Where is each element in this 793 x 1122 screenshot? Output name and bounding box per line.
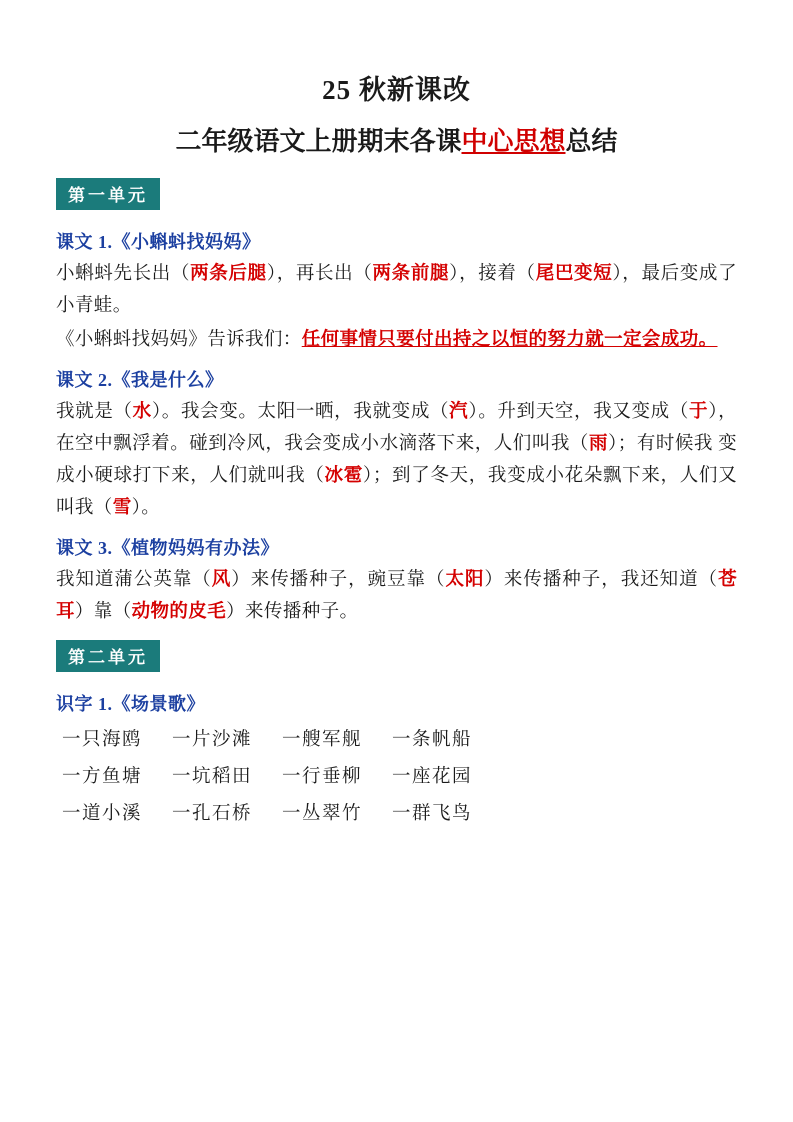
scene-song-word-grid: [56, 722, 737, 833]
answer-underlined: 任何事情只要付出持之以恒的努力就一定会成功。: [301, 330, 718, 350]
answer-blank: 冰雹: [324, 466, 363, 486]
text-segment: ），再长出（: [266, 264, 373, 284]
title-highlight: 中心思想: [461, 127, 566, 156]
answer-blank: 雪: [112, 498, 132, 518]
text-segment: 小蝌蚪先长出（: [56, 264, 191, 284]
unit-badge-2: 第二单元: [56, 640, 160, 672]
text-segment: ）来传播种子，我还知道（: [484, 570, 719, 590]
page-title-line-2: [56, 121, 737, 158]
word-cell: 一孔石桥: [172, 804, 253, 824]
table-row: [56, 722, 502, 759]
text-segment: ）， 在空中飘浮着。碰到冷风，我会变成小水滴落下来，人们叫我（: [56, 402, 737, 454]
word-cell: 一道小溪: [62, 804, 143, 824]
lesson-1-2-paragraph: [56, 396, 737, 524]
word-cell: 一群飞鸟: [392, 804, 473, 824]
table-row: [56, 759, 502, 796]
text-segment: ）靠（: [74, 602, 132, 622]
answer-blank: 于: [689, 402, 709, 422]
text-segment: ）。我会变。太阳一晒，我就变成（: [151, 402, 450, 422]
word-cell: 一坑稻田: [172, 767, 253, 787]
page-title-line-1: 25 秋新课改: [322, 75, 471, 105]
answer-blank: 汽: [449, 402, 469, 422]
section-spacer: [56, 630, 737, 634]
word-cell: 一片沙滩: [172, 730, 253, 750]
text-segment: ）。升到天空，我又变成（: [468, 402, 690, 422]
text-segment: ）。: [131, 498, 161, 518]
lesson-1-1-paragraph-2: [56, 324, 737, 356]
text-segment: ）来传播种子。: [226, 602, 359, 622]
text-segment: 《小蝌蚪找妈妈》告诉我们：: [56, 330, 302, 350]
text-segment: ），最后变成了小青蛙。: [56, 264, 737, 316]
answer-blank: 动物的皮毛: [131, 602, 227, 622]
text-segment: ）来传播种子，豌豆靠（: [231, 570, 446, 590]
text-segment: 我知道蒲公英靠（: [56, 570, 212, 590]
answer-blank: 雨: [588, 434, 608, 454]
lesson-heading-2-1: 识字 1.《场景歌》: [56, 694, 205, 714]
answer-blank: 太阳: [445, 570, 485, 590]
word-cell: 一丛翠竹: [282, 804, 363, 824]
unit-badge-1: 第一单元: [56, 178, 160, 210]
answer-blank: 两条后腿: [190, 264, 267, 284]
text-segment: 我就是（: [56, 402, 133, 422]
text-segment: ）；有时候我 变成小硬球打下来，人们就叫我（: [56, 434, 738, 486]
answer-blank: 水: [132, 402, 152, 422]
word-cell: 一艘军舰: [282, 730, 363, 750]
lesson-1-3-paragraph: [56, 564, 737, 628]
text-segment: ），接着（: [449, 264, 536, 284]
word-cell: 一条帆船: [392, 730, 473, 750]
word-cell: 一行垂柳: [282, 767, 363, 787]
lesson-heading-1-1: 课文 1.《小蝌蚪找妈妈》: [56, 232, 261, 252]
lesson-heading-1-3: 课文 3.《植物妈妈有办法》: [56, 538, 279, 558]
title-prefix: 二年级语文上册期末各课: [175, 127, 462, 156]
answer-blank: 风: [211, 570, 232, 590]
title-suffix: 总结: [565, 127, 618, 156]
table-row: [56, 796, 502, 833]
answer-blank: 苍耳: [56, 570, 737, 622]
lesson-1-1-paragraph-1: [56, 258, 737, 322]
word-cell: 一方鱼塘: [62, 767, 143, 787]
text-segment: ）；到了冬天，我变成小花朵飘下来，人们又叫我（: [56, 466, 737, 518]
answer-blank: 尾巴变短: [535, 264, 613, 284]
word-cell: 一只海鸥: [62, 730, 143, 750]
word-cell: 一座花园: [392, 767, 473, 787]
lesson-heading-1-2: 课文 2.《我是什么》: [56, 370, 224, 390]
answer-blank: 两条前腿: [372, 264, 450, 284]
word-table: [56, 722, 502, 833]
